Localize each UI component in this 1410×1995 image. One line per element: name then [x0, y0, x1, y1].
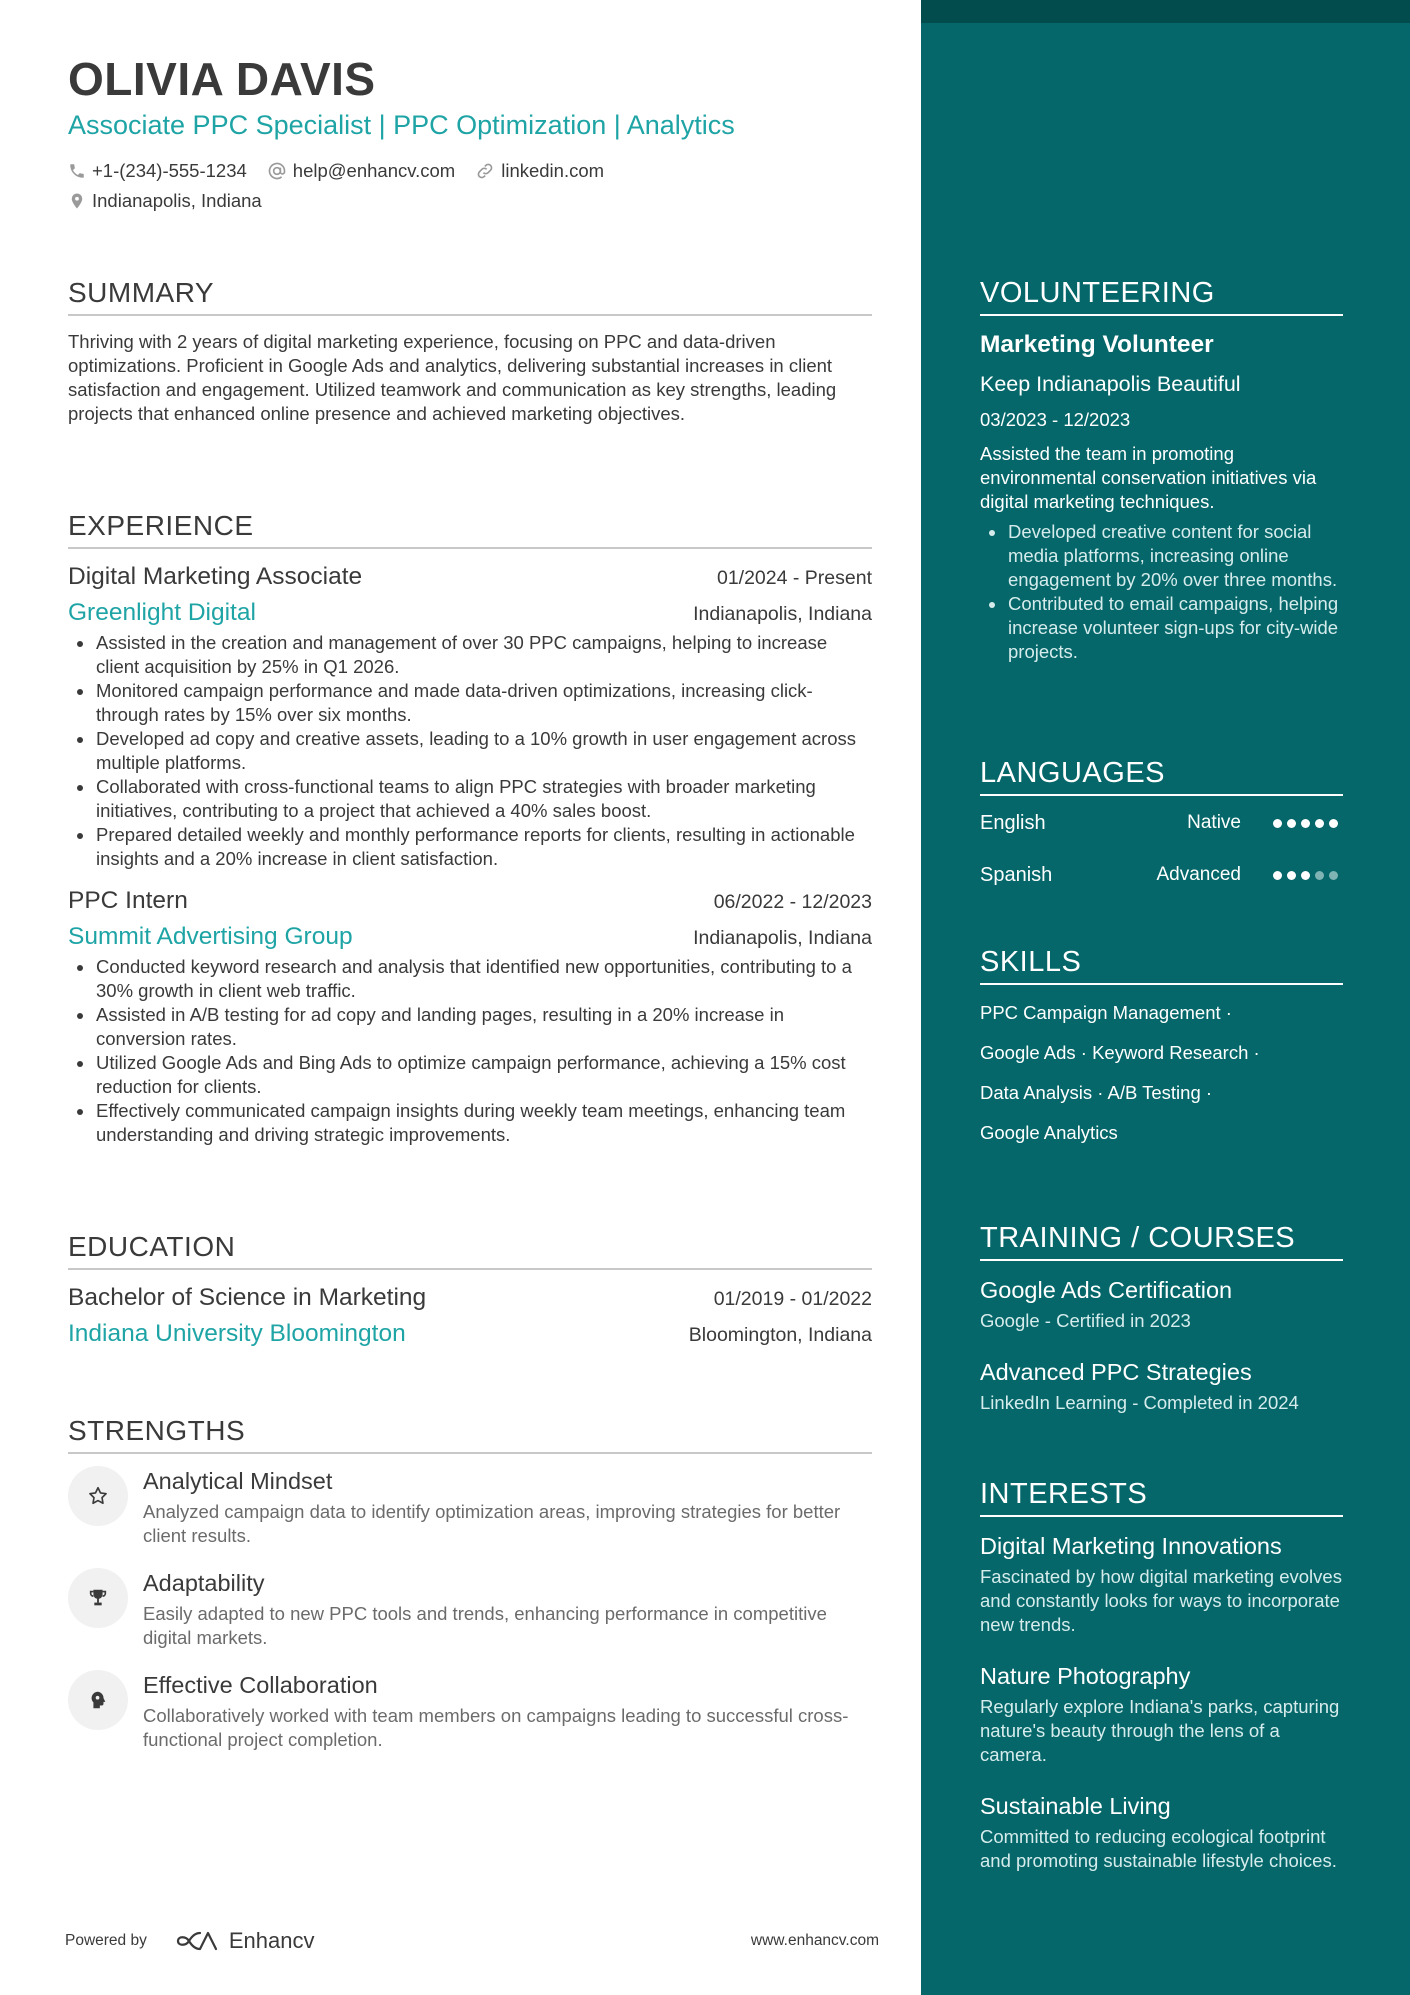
email-address[interactable]: help@enhancv.com	[292, 160, 456, 181]
footer-url[interactable]: www.enhancv.com	[750, 1932, 879, 1949]
rating-dot-filled	[1273, 871, 1282, 880]
bullet-item: Utilized Google Ads and Bing Ads to optimize campaign performance, achieving a 15% cost reduction for clients.	[68, 1051, 872, 1099]
language-name: English	[980, 811, 1046, 834]
language-level: Advanced	[1156, 864, 1241, 885]
powered-by	[65, 1928, 314, 1954]
job-dates: 01/2024 - Present	[716, 567, 872, 589]
skills-section	[980, 945, 1343, 1145]
language-item	[980, 808, 1343, 838]
job-location: Indianapolis, Indiana	[693, 603, 872, 625]
head-icon	[68, 1670, 128, 1730]
school-location: Bloomington, Indiana	[688, 1324, 872, 1346]
skill-line: Google Ads · Keyword Research ·	[980, 1042, 1260, 1063]
company-name: Greenlight Digital	[68, 599, 256, 626]
volunteer-role: Marketing Volunteer	[980, 331, 1214, 358]
strength-item	[68, 1670, 872, 1752]
volunteer-dates: 03/2023 - 12/2023	[980, 409, 1131, 430]
headline: Associate PPC Specialist | PPC Optimization | Analytics	[68, 110, 735, 140]
bullet-item: Effectively communicated campaign insights during weekly team meetings, enhancing team understanding and driving strategic improvements.	[68, 1099, 872, 1147]
location-text: Indianapolis, Indiana	[92, 190, 262, 211]
job-dates: 06/2022 - 12/2023	[713, 891, 872, 913]
star-icon	[68, 1466, 128, 1526]
strengths-section	[68, 1414, 872, 1752]
course-item	[980, 1357, 1343, 1415]
interests-section	[980, 1477, 1343, 1873]
language-name: Spanish	[980, 863, 1053, 886]
linkedin-link[interactable]: linkedin.com	[501, 160, 605, 181]
bullet-item: Contributed to email campaigns, helping increase volunteer sign-ups for city-wide projects.	[980, 592, 1343, 664]
rating-dot-filled	[1315, 819, 1324, 828]
location-contact	[68, 190, 262, 212]
job-title: PPC Intern	[68, 887, 188, 914]
contact-info	[68, 156, 872, 216]
rating-dot-filled	[1287, 871, 1296, 880]
rating-dot-filled	[1329, 819, 1338, 828]
job-bullets	[68, 955, 872, 1147]
phone-icon	[68, 162, 86, 180]
interest-desc: Fascinated by how digital marketing evolves and constantly looks for ways to incorporate new trends.	[980, 1566, 1342, 1635]
summary-text: Thriving with 2 years of digital marketing experience, focusing on PPC and data-driven optimizations. Proficient in Google Ads and analytics, delivering substantial increases in client satisfaction and engagement. Utilized teamwork and communication as key strengths, leading projects that enhanced online presence and achieved marketing objectives.	[68, 331, 837, 424]
skills-title: SKILLS	[980, 945, 1343, 985]
interest-title: Nature Photography	[980, 1663, 1191, 1689]
interest-desc: Committed to reducing ecological footprint and promoting sustainable lifestyle choices.	[980, 1826, 1337, 1871]
volunteer-desc: Assisted the team in promoting environmental conservation initiatives via digital marketing techniques.	[980, 443, 1317, 512]
bullet-item: Developed creative content for social media platforms, increasing online engagement by 20% over three months.	[980, 520, 1343, 592]
training-title: TRAINING / COURSES	[980, 1221, 1343, 1261]
bullet-item: Monitored campaign performance and made data-driven optimizations, increasing click-through rates by 15% over six months.	[68, 679, 872, 727]
skill-line: Google Analytics	[980, 1122, 1118, 1143]
interest-title: Sustainable Living	[980, 1793, 1171, 1819]
bullet-item: Assisted in A/B testing for ad copy and landing pages, resulting in a 20% increase in conversion rates.	[68, 1003, 872, 1051]
rating-dot-filled	[1287, 819, 1296, 828]
summary-section	[68, 276, 872, 426]
trophy-icon	[68, 1568, 128, 1628]
strength-title: Effective Collaboration	[143, 1672, 378, 1698]
language-item	[980, 860, 1343, 890]
skill-line: PPC Campaign Management ·	[980, 1002, 1232, 1023]
interests-title: INTERESTS	[980, 1477, 1343, 1517]
job-entry	[68, 887, 872, 1147]
languages-section	[980, 756, 1343, 890]
bullet-item: Conducted keyword research and analysis that identified new opportunities, contributing to a 30% growth in client web traffic.	[68, 955, 872, 1003]
summary-title: SUMMARY	[68, 276, 872, 316]
rating-dot-empty	[1315, 871, 1324, 880]
candidate-name: OLIVIA DAVIS	[68, 53, 376, 105]
volunteering-section	[980, 276, 1343, 664]
interest-item	[980, 1531, 1343, 1637]
enhancv-logo-icon	[175, 1929, 221, 1953]
language-level: Native	[1187, 812, 1241, 833]
bullet-item: Developed ad copy and creative assets, leading to a 10% growth in user engagement across multiple platforms.	[68, 727, 872, 775]
rating-dot-filled	[1301, 819, 1310, 828]
strengths-title: STRENGTHS	[68, 1414, 872, 1454]
job-entry	[68, 563, 872, 871]
powered-by-label: Powered by	[65, 1932, 147, 1949]
experience-title: EXPERIENCE	[68, 509, 872, 549]
linkedin-contact[interactable]	[475, 160, 604, 182]
at-icon	[267, 161, 287, 181]
phone-contact	[68, 160, 247, 182]
language-rating	[1273, 819, 1343, 828]
strength-desc: Easily adapted to new PPC tools and trends, enhancing performance in competitive digital markets.	[143, 1603, 827, 1648]
link-icon	[475, 161, 495, 181]
interest-desc: Regularly explore Indiana's parks, capturing nature's beauty through the lens of a camera.	[980, 1696, 1340, 1765]
company-name: Summit Advertising Group	[68, 923, 353, 950]
strength-title: Adaptability	[143, 1570, 265, 1596]
language-rating	[1273, 871, 1343, 880]
training-section	[980, 1221, 1343, 1415]
education-dates: 01/2019 - 01/2022	[713, 1288, 872, 1310]
sidebar-top-bar	[921, 0, 1410, 23]
school-name: Indiana University Bloomington	[68, 1320, 406, 1347]
job-location: Indianapolis, Indiana	[693, 927, 872, 949]
strength-item	[68, 1568, 872, 1650]
bullet-item: Assisted in the creation and management of over 30 PPC campaigns, helping to increase client acquisition by 25% in Q1 2026.	[68, 631, 872, 679]
degree-title: Bachelor of Science in Marketing	[68, 1284, 427, 1311]
footer	[65, 1928, 879, 1954]
bullet-item: Collaborated with cross-functional teams to align PPC strategies with broader marketing initiatives, contributing to a project that achieved a 40% sales boost.	[68, 775, 872, 823]
experience-section	[68, 509, 872, 1147]
course-item	[980, 1275, 1343, 1333]
course-sub: Google - Certified in 2023	[980, 1310, 1191, 1331]
phone-number: +1-(234)-555-1234	[92, 160, 247, 181]
course-title: Advanced PPC Strategies	[980, 1359, 1252, 1385]
job-title: Digital Marketing Associate	[68, 563, 363, 590]
bullet-item: Prepared detailed weekly and monthly performance reports for clients, resulting in actionable insights and a 20% increase in client satisfaction.	[68, 823, 872, 871]
education-title: EDUCATION	[68, 1230, 872, 1270]
email-contact[interactable]	[267, 160, 455, 182]
location-pin-icon	[68, 191, 86, 211]
strength-item	[68, 1466, 872, 1548]
interest-item	[980, 1661, 1343, 1767]
strength-desc: Analyzed campaign data to identify optimization areas, improving strategies for better client results.	[143, 1501, 841, 1546]
volunteering-title: VOLUNTEERING	[980, 276, 1343, 316]
course-title: Google Ads Certification	[980, 1277, 1233, 1303]
main-column	[68, 52, 872, 1750]
brand-name: Enhancv	[228, 1928, 315, 1953]
education-section	[68, 1230, 872, 1348]
strength-desc: Collaboratively worked with team members on campaigns leading to successful cross-functional project completion.	[143, 1705, 849, 1750]
enhancv-logo[interactable]	[175, 1928, 315, 1954]
rating-dot-empty	[1329, 871, 1338, 880]
rating-dot-filled	[1273, 819, 1282, 828]
interest-title: Digital Marketing Innovations	[980, 1533, 1282, 1559]
rating-dot-filled	[1301, 871, 1310, 880]
job-bullets	[68, 631, 872, 871]
skill-line: Data Analysis · A/B Testing ·	[980, 1082, 1213, 1103]
volunteer-org: Keep Indianapolis Beautiful	[980, 372, 1241, 396]
strength-title: Analytical Mindset	[143, 1468, 333, 1494]
languages-title: LANGUAGES	[980, 756, 1343, 796]
volunteer-bullets	[980, 520, 1343, 664]
interest-item	[980, 1791, 1343, 1873]
sidebar	[921, 0, 1410, 1995]
course-sub: LinkedIn Learning - Completed in 2024	[980, 1392, 1299, 1413]
